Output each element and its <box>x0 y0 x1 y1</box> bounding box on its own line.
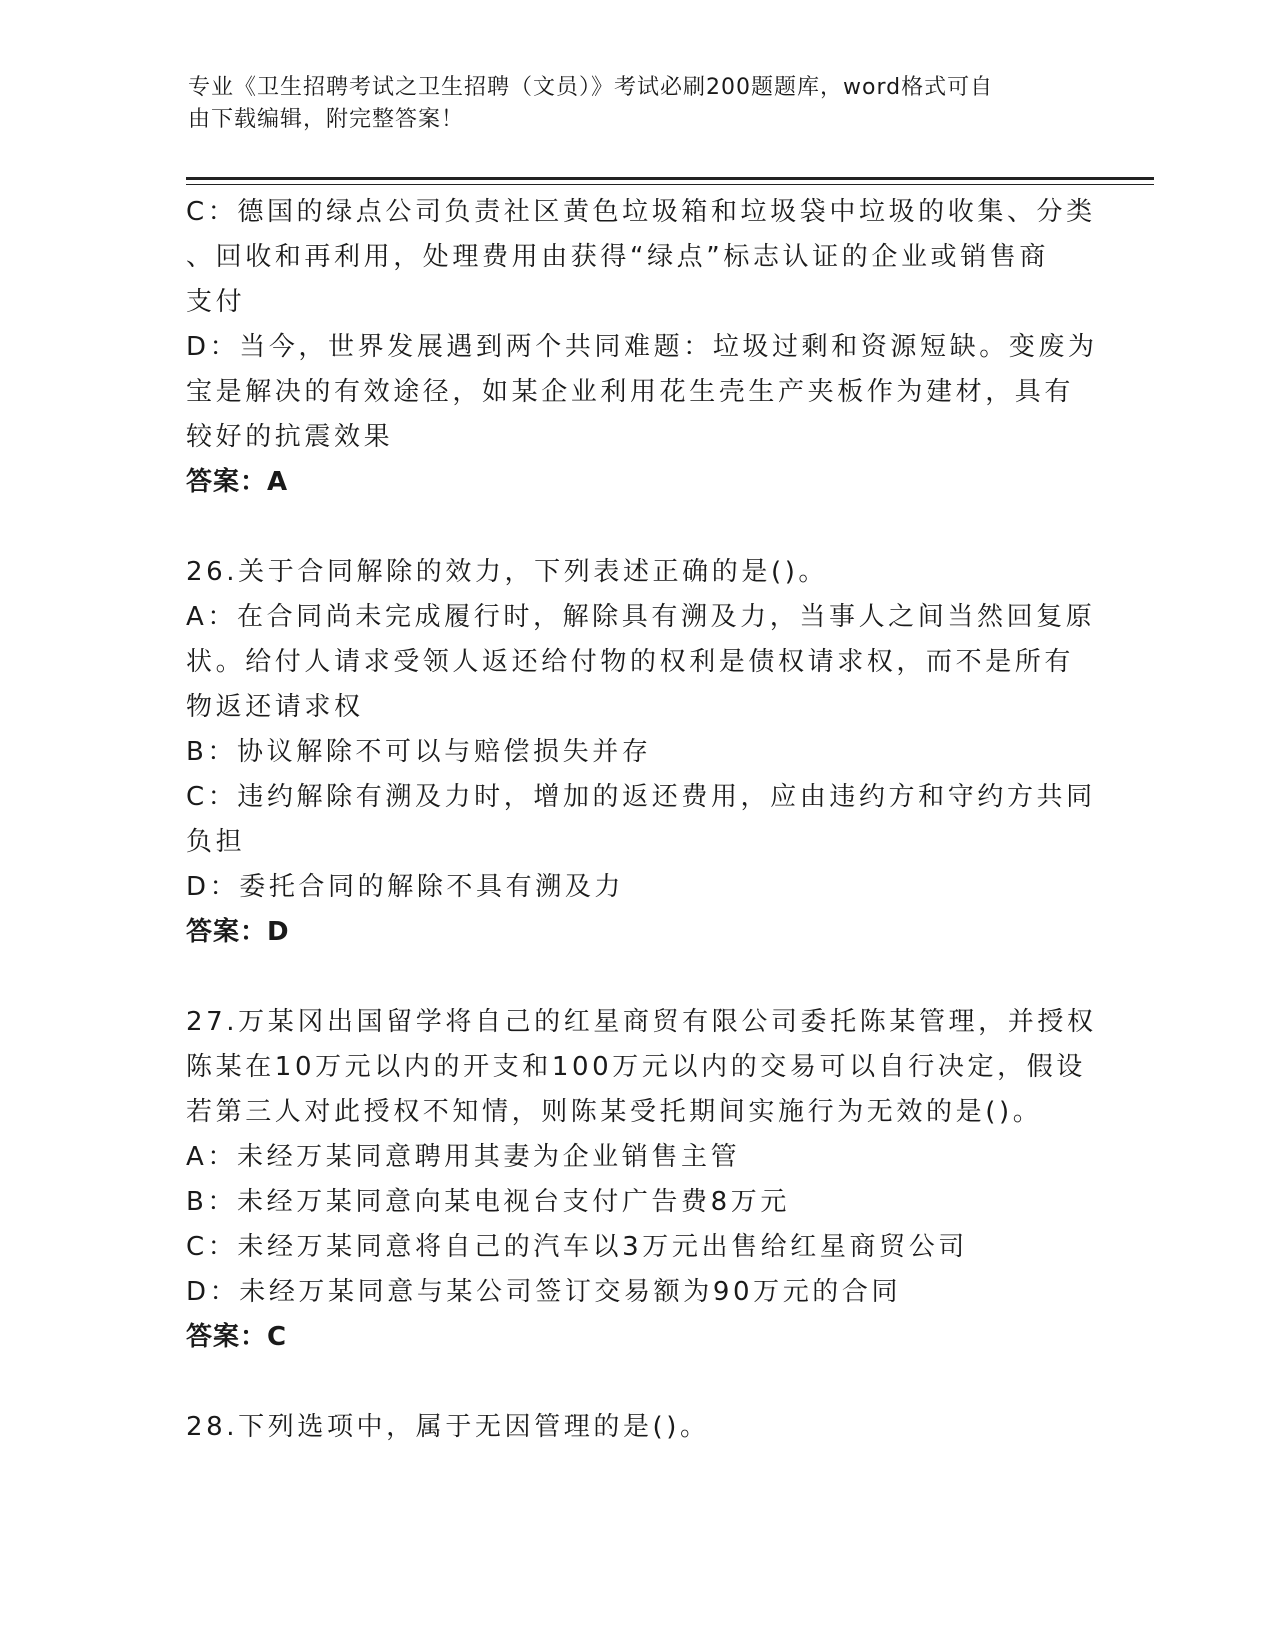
option-line: 宝是解决的有效途径，如某企业利用花生壳生产夹板作为建材，具有 <box>186 377 1075 407</box>
option-line: A：在合同尚未完成履行时，解除具有溯及力，当事人之间当然回复原 <box>186 602 1096 632</box>
spacer <box>186 955 1086 1000</box>
question-25-option-d <box>186 325 1098 460</box>
question-27-option-b: B：未经万某同意向某电视台支付广告费8万元 <box>186 1187 790 1217</box>
option-line: C：德国的绿点公司负责社区黄色垃圾箱和垃圾袋中垃圾的收集、分类 <box>186 197 1096 227</box>
question-26-option-b: B：协议解除不可以与赔偿损失并存 <box>186 737 652 767</box>
question-content <box>186 190 1098 1450</box>
question-28-stem: 28.下列选项中，属于无因管理的是()。 <box>186 1412 710 1442</box>
question-26-answer: 答案：D <box>186 917 290 947</box>
question-27-option-c: C：未经万某同意将自己的汽车以3万元出售给红星商贸公司 <box>186 1232 968 1262</box>
question-25-answer: 答案：A <box>186 467 289 497</box>
header-divider-thick <box>186 177 1154 180</box>
header-divider-thin <box>186 184 1154 185</box>
option-line: 状。给付人请求受领人返还给付物的权利是债权请求权，而不是所有 <box>186 647 1075 677</box>
option-line: 支付 <box>186 287 246 317</box>
question-26-option-a <box>186 595 1096 730</box>
stem-line: 陈某在10万元以内的开支和100万元以内的交易可以自行决定，假设 <box>186 1052 1086 1082</box>
option-line: C：违约解除有溯及力时，增加的返还费用，应由违约方和守约方共同 <box>186 782 1096 812</box>
question-27-option-d: D：未经万某同意与某公司签订交易额为90万元的合同 <box>186 1277 902 1307</box>
option-line: 较好的抗震效果 <box>186 422 394 452</box>
document-header <box>188 72 1088 136</box>
option-line: 物返还请求权 <box>186 692 364 722</box>
stem-line: 若第三人对此授权不知情，则陈某受托期间实施行为无效的是()。 <box>186 1097 1043 1127</box>
question-26-option-d: D：委托合同的解除不具有溯及力 <box>186 872 625 902</box>
spacer <box>186 505 1086 550</box>
option-line: 、回收和再利用，处理费用由获得“绿点”标志认证的企业或销售商 <box>186 242 1049 272</box>
question-26-option-c <box>186 775 1096 865</box>
option-line: 负担 <box>186 827 246 857</box>
header-line-1: 专业《卫生招聘考试之卫生招聘（文员）》考试必刷200题题库，word格式可自 <box>188 75 994 100</box>
question-26-stem: 26.关于合同解除的效力，下列表述正确的是()。 <box>186 557 829 587</box>
question-25-option-c <box>186 190 1096 325</box>
spacer <box>186 1360 1086 1405</box>
header-line-2: 由下载编辑，附完整答案！ <box>188 107 465 132</box>
stem-line: 27.万某冈出国留学将自己的红星商贸有限公司委托陈某管理，并授权 <box>186 1007 1097 1037</box>
option-line: D：当今，世界发展遇到两个共同难题：垃圾过剩和资源短缺。变废为 <box>186 332 1098 362</box>
question-27-stem <box>186 1000 1097 1135</box>
question-27-answer: 答案：C <box>186 1322 288 1352</box>
question-27-option-a: A：未经万某同意聘用其妻为企业销售主管 <box>186 1142 741 1172</box>
